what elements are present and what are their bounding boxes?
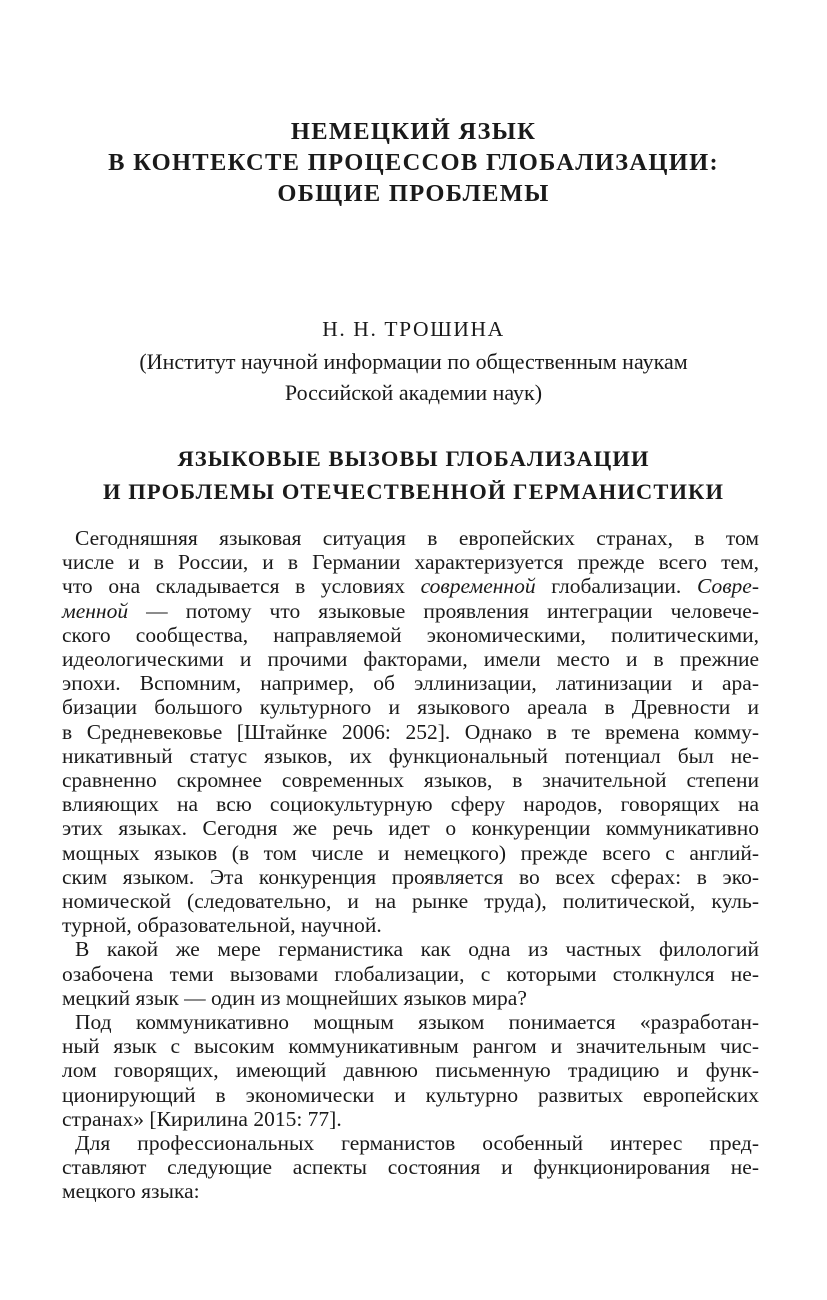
text-segment: что она складывается в условиях	[62, 574, 421, 599]
italic-term: менной	[62, 598, 129, 623]
paragraph-line: ского сообщества, направляемой экономическими, политическими,	[62, 622, 759, 647]
paragraph-line: ный язык с высоким коммуникативным рангом и значительным чис-	[62, 1034, 759, 1059]
paragraph-line: ставляют следующие аспекты состояния и функционирования не-	[62, 1155, 759, 1180]
article-title	[62, 116, 765, 209]
section-title	[62, 442, 765, 508]
affiliation-line: (Институт научной информации по общественным наукам	[139, 349, 688, 374]
article-title-line: НЕМЕЦКИЙ ЯЗЫК	[290, 118, 537, 145]
paragraph-line: ционирующий в экономически и культурно развитых европейских	[62, 1082, 759, 1107]
paragraph-line: В какой же мере германистика как одна из частных филологий	[75, 937, 759, 962]
text-segment: глобализации.	[535, 574, 697, 599]
paragraph-line: ским языком. Эта конкуренция проявляется во всех сферах: в эко-	[62, 864, 759, 889]
paragraph-line: озабочена теми вызовами глобализации, с которыми столкнулся не-	[62, 961, 759, 986]
author-name: Н. Н. ТРОШИНА	[322, 317, 505, 341]
article-title-line: В КОНТЕКСТЕ ПРОЦЕССОВ ГЛОБАЛИЗАЦИИ:	[108, 149, 719, 176]
paragraph-line	[62, 574, 759, 598]
paragraph-line: бизации большого культурного и языкового ареала в Древности и	[62, 695, 759, 720]
paragraph-line: странах» [Кирилина 2015: 77].	[62, 1106, 342, 1131]
paragraph-line: мецкий язык — один из мощнейших языков мира?	[62, 985, 527, 1010]
paragraph	[62, 1131, 759, 1204]
paragraph-line: Под коммуникативно мощным языком понимается «разработан-	[75, 1010, 759, 1035]
text-segment: — потому что языковые проявления интеграции человече-	[128, 598, 759, 623]
paragraph-line: числе и в России, и в Германии характеризуется прежде всего тем,	[62, 550, 759, 575]
paragraph-line: этих языках. Сегодня же речь идет о конкуренции коммуникативно	[62, 816, 759, 841]
article-title-line: ОБЩИЕ ПРОБЛЕМЫ	[277, 180, 550, 207]
paragraph-line: идеологическими и прочими факторами, имели место и в прежние	[62, 647, 759, 672]
document-page	[62, 0, 765, 1300]
paragraph-line: мощных языков (в том числе и немецкого) прежде всего с англий-	[62, 840, 759, 865]
italic-term: современной	[420, 574, 536, 599]
paragraph-line: лом говорящих, имеющий давнюю письменную традицию и функ-	[62, 1058, 759, 1083]
paragraph-line: никативный статус языков, их функциональный потенциал был не-	[62, 743, 759, 768]
paragraph-line: в Средневековье [Штайнке 2006: 252]. Однако в те времена комму-	[62, 719, 759, 744]
section-title-line: И ПРОБЛЕМЫ ОТЕЧЕСТВЕННОЙ ГЕРМАНИСТИКИ	[102, 479, 725, 504]
italic-term: Совре-	[696, 574, 759, 599]
paragraph-line: номической (следовательно, и на рынке труда), политической, куль-	[62, 889, 759, 914]
section-title-line: ЯЗЫКОВЫЕ ВЫЗОВЫ ГЛОБАЛИЗАЦИИ	[177, 446, 650, 471]
affiliation-line: Российской академии наук)	[284, 380, 543, 405]
paragraph-line	[62, 599, 759, 623]
paragraph-line: эпохи. Вспомним, например, об эллинизации, латинизации и ара-	[62, 671, 759, 696]
paragraph-line: Для профессиональных германистов особенный интерес пред-	[75, 1131, 759, 1156]
paragraph-line: сравненно скромнее современных языков, в значительной степени	[62, 768, 759, 793]
paragraph	[62, 937, 759, 1010]
paragraph-line: мецкого языка:	[62, 1179, 200, 1204]
paragraph-line: Сегодняшняя языковая ситуация в европейских странах, в том	[75, 526, 759, 550]
paragraph-line: турной, образовательной, научной.	[62, 913, 382, 938]
article-body	[62, 526, 759, 1204]
paragraph	[62, 1010, 759, 1131]
author-affiliation	[62, 346, 765, 408]
paragraph	[62, 526, 759, 937]
paragraph-line: влияющих на всю социокультурную сферу народов, говорящих на	[62, 792, 759, 817]
